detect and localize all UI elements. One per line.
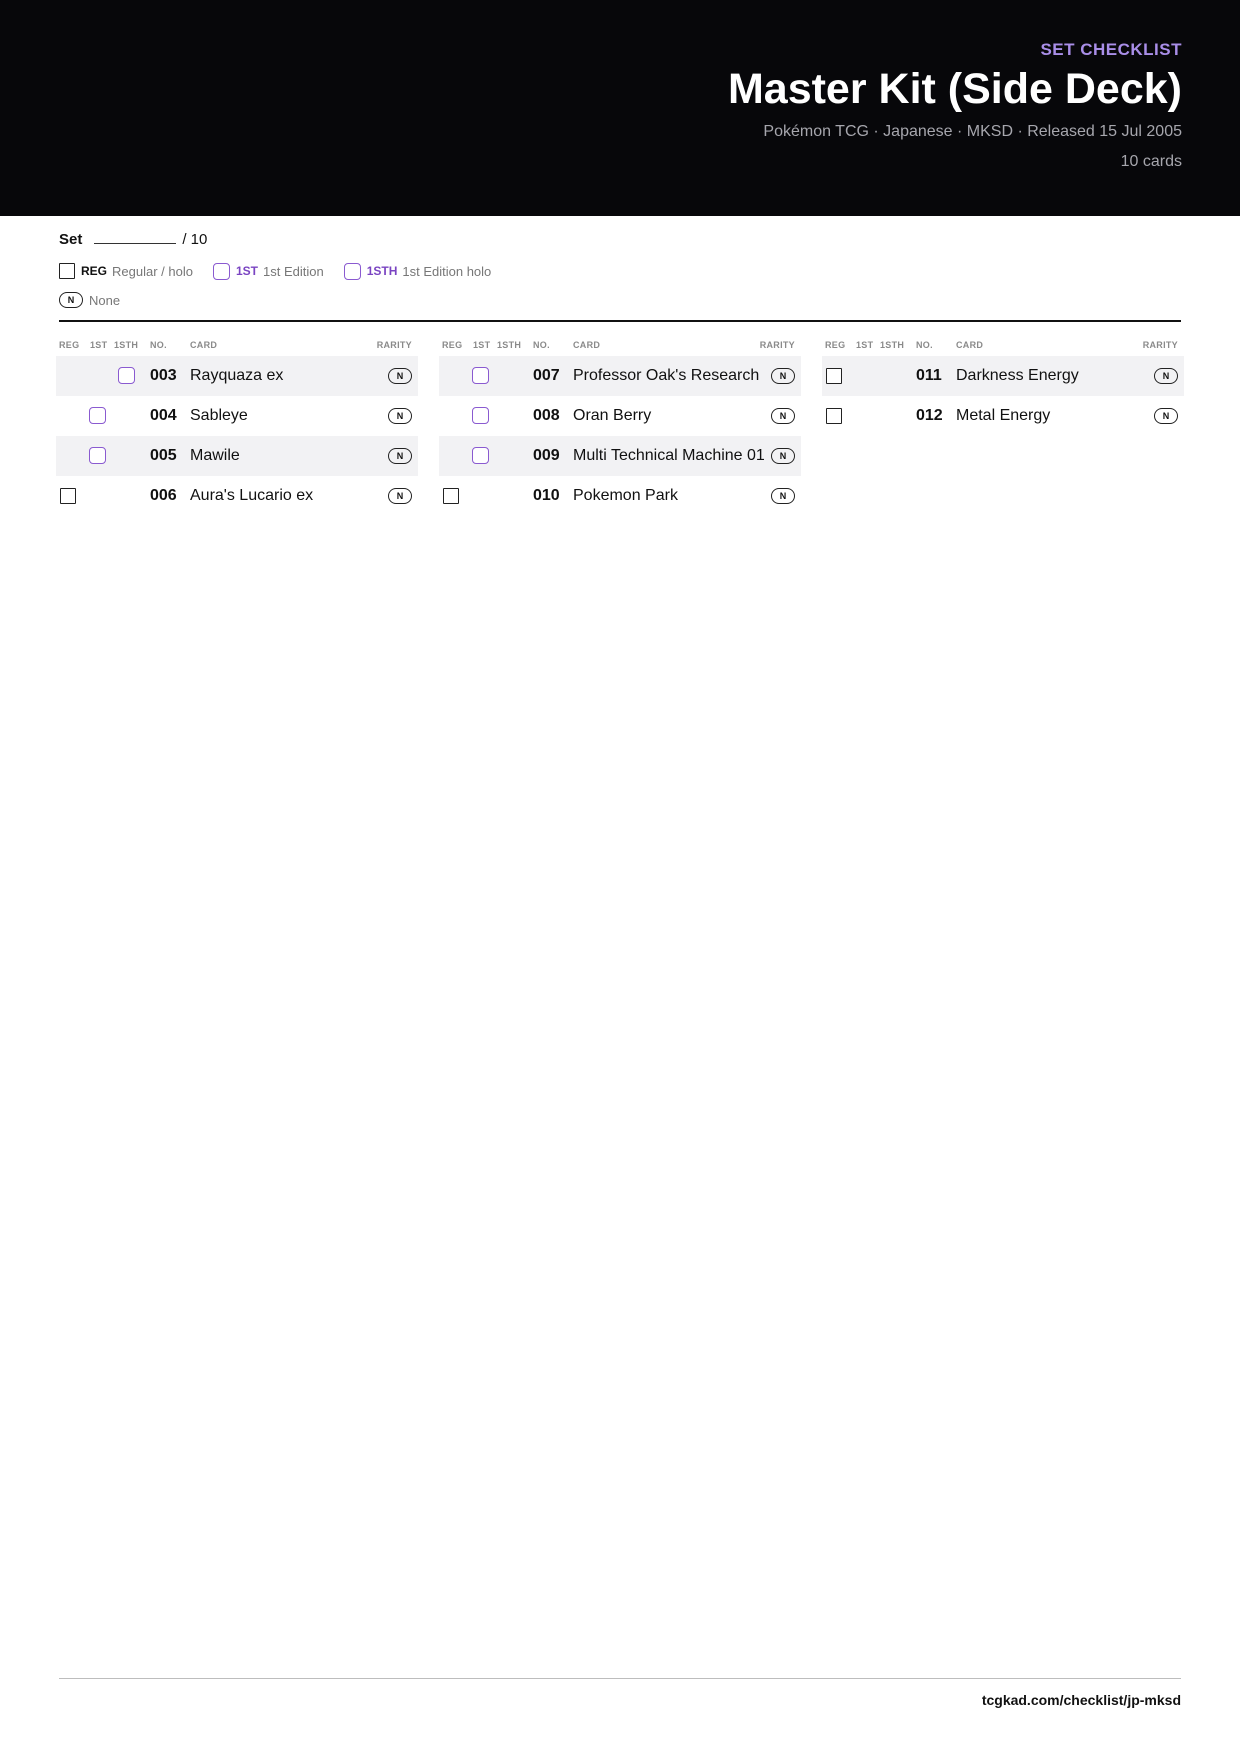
card-name: Professor Oak's Research (573, 367, 760, 384)
square-checkbox-icon (59, 263, 75, 279)
card-number: 003 (150, 367, 177, 384)
column-header-firsth: 1STH (114, 340, 139, 350)
card-row (56, 476, 418, 516)
rarity-badge: N (771, 368, 795, 384)
card-name: Rayquaza ex (190, 367, 284, 384)
rarity-badge: N (388, 368, 412, 384)
card-name: Oran Berry (573, 407, 652, 424)
checklist-column (56, 334, 418, 516)
set-total: / 10 (182, 231, 208, 248)
card-row (439, 356, 801, 396)
legend-1sth: 1STH 1st Edition holo (344, 263, 492, 280)
rarity-badge: N (388, 488, 412, 504)
legend-reg: REG Regular / holo (59, 263, 193, 279)
rarity-badge: N (1154, 408, 1178, 424)
footer-divider (59, 1678, 1181, 1679)
first-edition-checkbox[interactable] (89, 407, 106, 424)
card-name: Metal Energy (956, 407, 1051, 424)
card-name: Multi Technical Machine 01 (573, 447, 765, 464)
column-header-no: NO. (533, 340, 550, 350)
rounded-checkbox-icon (344, 263, 361, 280)
card-count: 10 cards (1120, 153, 1182, 171)
checklist-column (822, 334, 1184, 436)
card-number: 010 (533, 487, 560, 504)
rarity-badge: N (771, 448, 795, 464)
eyebrow-label: SET CHECKLIST (1040, 40, 1182, 59)
legend (59, 262, 511, 320)
column-header-rarity: RARITY (1142, 340, 1178, 350)
card-row (56, 436, 418, 476)
card-number: 004 (150, 407, 177, 424)
card-number: 006 (150, 487, 177, 504)
card-number: 012 (916, 407, 943, 424)
column-header (822, 334, 1184, 356)
first-edition-checkbox[interactable] (472, 367, 489, 384)
reg-checkbox[interactable] (826, 368, 842, 384)
column-header (439, 334, 801, 356)
first-edition-checkbox[interactable] (472, 407, 489, 424)
column-header-no: NO. (916, 340, 933, 350)
card-name: Darkness Energy (956, 367, 1079, 384)
column-header-first: 1ST (473, 340, 491, 350)
column-header-card: CARD (956, 340, 984, 350)
card-number: 011 (916, 367, 942, 384)
card-row (439, 476, 801, 516)
column-header-rarity: RARITY (376, 340, 412, 350)
card-number: 007 (533, 367, 560, 384)
set-total-line (59, 230, 207, 248)
divider (59, 320, 1181, 322)
card-name: Sableye (190, 407, 248, 424)
column-header-first: 1ST (856, 340, 874, 350)
page-title: Master Kit (Side Deck) (727, 65, 1182, 113)
card-number: 009 (533, 447, 560, 464)
first-edition-holo-checkbox[interactable] (118, 367, 135, 384)
card-row (822, 356, 1184, 396)
legend-none: N None (59, 292, 120, 308)
legend-1st: 1ST 1st Edition (213, 263, 324, 280)
card-name: Aura's Lucario ex (190, 487, 314, 504)
rarity-badge: N (59, 292, 83, 308)
card-name: Mawile (190, 447, 240, 464)
column-header-card: CARD (190, 340, 218, 350)
column-header-firsth: 1STH (880, 340, 905, 350)
column-header-card: CARD (573, 340, 601, 350)
column-header-firsth: 1STH (497, 340, 522, 350)
card-row (56, 356, 418, 396)
card-row (439, 396, 801, 436)
set-label: Set (59, 231, 83, 248)
column-header-reg: REG (59, 340, 80, 350)
card-name: Pokemon Park (573, 487, 678, 504)
column-header-reg: REG (442, 340, 463, 350)
column-header (56, 334, 418, 356)
card-row (822, 396, 1184, 436)
column-header-reg: REG (825, 340, 846, 350)
rounded-checkbox-icon (213, 263, 230, 280)
card-row (439, 436, 801, 476)
rarity-badge: N (771, 408, 795, 424)
set-count-blank[interactable] (94, 230, 176, 244)
first-edition-checkbox[interactable] (89, 447, 106, 464)
checklist-column (439, 334, 801, 516)
rarity-badge: N (388, 448, 412, 464)
reg-checkbox[interactable] (826, 408, 842, 424)
rarity-badge: N (388, 408, 412, 424)
card-row (56, 396, 418, 436)
rarity-badge: N (771, 488, 795, 504)
reg-checkbox[interactable] (443, 488, 459, 504)
header-banner (0, 0, 1240, 216)
rarity-badge: N (1154, 368, 1178, 384)
column-header-no: NO. (150, 340, 167, 350)
set-subtitle: Pokémon TCG · Japanese · MKSD · Released 15 Jul 2005 (763, 123, 1182, 141)
column-header-rarity: RARITY (759, 340, 795, 350)
column-header-first: 1ST (90, 340, 108, 350)
first-edition-checkbox[interactable] (472, 447, 489, 464)
card-number: 005 (150, 447, 177, 464)
reg-checkbox[interactable] (60, 488, 76, 504)
footer-url: tcgkad.com/checklist/jp-mksd (981, 1692, 1181, 1708)
card-number: 008 (533, 407, 560, 424)
